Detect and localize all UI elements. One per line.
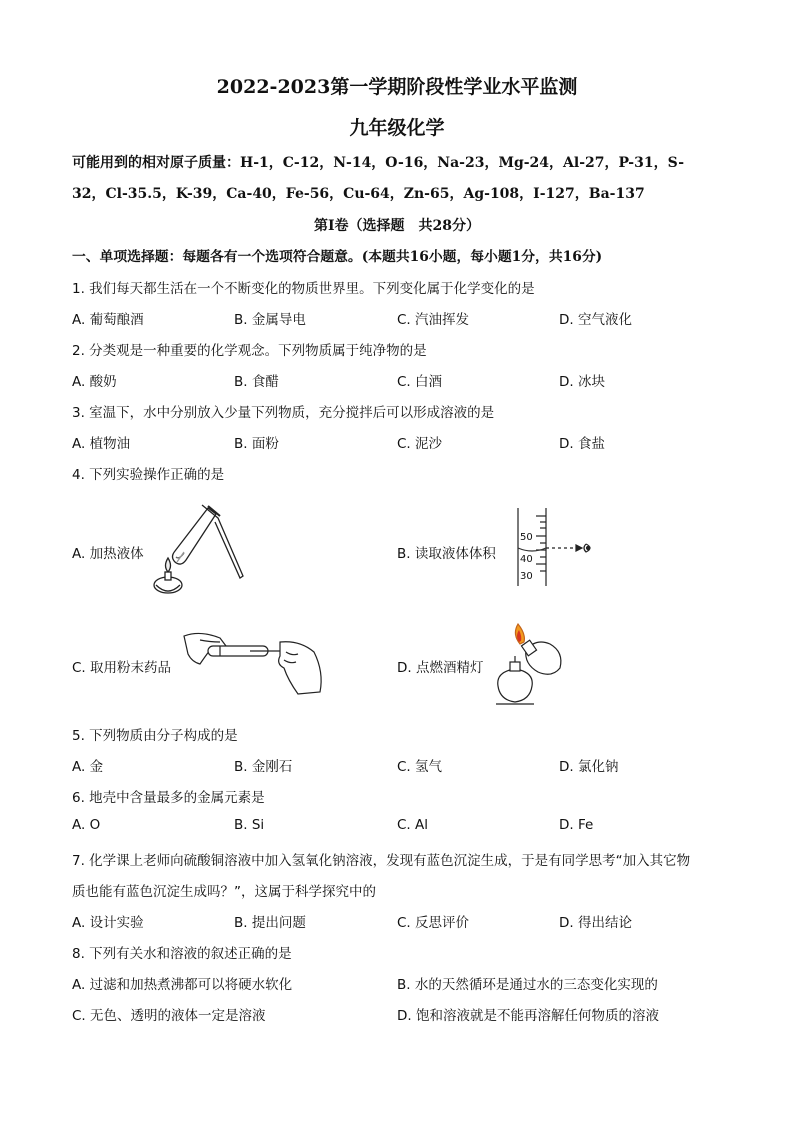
q2-option-a[interactable]: A. 酸奶 [72, 374, 117, 390]
q8-option-d[interactable]: D. 饱和溶液就是不能再溶解任何物质的溶液 [397, 1008, 659, 1024]
q2-option-c[interactable]: C. 白酒 [397, 374, 443, 390]
question-1-stem: 1. 我们每天都生活在一个不断变化的物质世界里。下列变化属于化学变化的是 [72, 281, 535, 297]
q8-option-b[interactable]: B. 水的天然循环是通过水的三态变化实现的 [397, 977, 658, 993]
q6-option-a[interactable]: A. O [72, 817, 101, 833]
cylinder-tick-50: 50 [520, 532, 533, 543]
q3-option-c[interactable]: C. 泥沙 [397, 436, 443, 452]
q1-option-c[interactable]: C. 汽油挥发 [397, 312, 470, 328]
q4-option-a[interactable]: A. 加热液体 [72, 546, 144, 562]
q1-option-b[interactable]: B. 金属导电 [234, 312, 306, 328]
section-title: 一、单项选择题：每题各有一个选项符合题意。(本题共16小题，每小题1分，共16分) [72, 249, 603, 265]
question-7-stem: 7. 化学课上老师向硫酸铜溶液中加入氢氧化钠溶液，发现有蓝色沉淀生成，于是有同学思考“加入其它物 [72, 853, 691, 869]
q1-option-a[interactable]: A. 葡萄酿酒 [72, 312, 144, 328]
q5-option-d[interactable]: D. 氯化钠 [559, 759, 619, 775]
q8-option-c[interactable]: C. 无色、透明的液体一定是溶液 [72, 1008, 266, 1024]
q5-option-a[interactable]: A. 金 [72, 759, 104, 775]
atomic-mass-line-2: 32，Cl-35.5，K-39，Ca-40，Fe-56，Cu-64，Zn-65，Ag-108，I-127，Ba-137 [72, 186, 645, 202]
question-6-stem: 6. 地壳中含量最多的金属元素是 [72, 790, 265, 806]
q7-option-d[interactable]: D. 得出结论 [559, 915, 632, 931]
question-7-stem-continued: 质也能有蓝色沉淀生成吗？”，这属于科学探究中的 [72, 884, 376, 900]
measuring-cylinder-illustration [512, 506, 602, 586]
q7-option-a[interactable]: A. 设计实验 [72, 915, 144, 931]
q8-option-a[interactable]: A. 过滤和加热煮沸都可以将硬水软化 [72, 977, 293, 993]
q3-option-b[interactable]: B. 面粉 [234, 436, 279, 452]
q4-option-b[interactable]: B. 读取液体体积 [397, 546, 496, 562]
question-4-stem: 4. 下列实验操作正确的是 [72, 467, 225, 483]
atomic-mass-line-1: 可能用到的相对原子质量：H-1，C-12，N-14，O-16，Na-23，Mg-24，Al-27，P-31，S- [72, 155, 685, 171]
q2-option-b[interactable]: B. 食醋 [234, 374, 279, 390]
question-5-stem: 5. 下列物质由分子构成的是 [72, 728, 238, 744]
q7-option-c[interactable]: C. 反思评价 [397, 915, 470, 931]
q3-option-a[interactable]: A. 植物油 [72, 436, 131, 452]
page-subtitle: 九年级化学 [349, 117, 445, 139]
q3-option-d[interactable]: D. 食盐 [559, 436, 605, 452]
q6-option-c[interactable]: C. Al [397, 817, 428, 833]
cylinder-tick-40: 40 [520, 554, 533, 565]
q6-option-d[interactable]: D. Fe [559, 817, 594, 833]
q4-option-c[interactable]: C. 取用粉末药品 [72, 660, 172, 676]
q4-option-d[interactable]: D. 点燃酒精灯 [397, 660, 484, 676]
part-title: 第Ⅰ卷（选择题 共28分） [313, 218, 481, 234]
q6-option-b[interactable]: B. Si [234, 817, 265, 833]
cylinder-tick-30: 30 [520, 571, 533, 582]
question-8-stem: 8. 下列有关水和溶液的叙述正确的是 [72, 946, 292, 962]
lighting-alcohol-lamp-illustration [486, 620, 576, 710]
q1-option-d[interactable]: D. 空气液化 [559, 312, 632, 328]
q5-option-c[interactable]: C. 氢气 [397, 759, 443, 775]
q2-option-d[interactable]: D. 冰块 [559, 374, 605, 390]
q5-option-b[interactable]: B. 金刚石 [234, 759, 293, 775]
page-title: 2022-2023第一学期阶段性学业水平监测 [216, 76, 578, 98]
heating-liquid-illustration [148, 500, 248, 600]
taking-powder-illustration [180, 628, 328, 700]
question-2-stem: 2. 分类观是一种重要的化学观念。下列物质属于纯净物的是 [72, 343, 427, 359]
question-3-stem: 3. 室温下，水中分别放入少量下列物质，充分搅拌后可以形成溶液的是 [72, 405, 495, 421]
q7-option-b[interactable]: B. 提出问题 [234, 915, 306, 931]
